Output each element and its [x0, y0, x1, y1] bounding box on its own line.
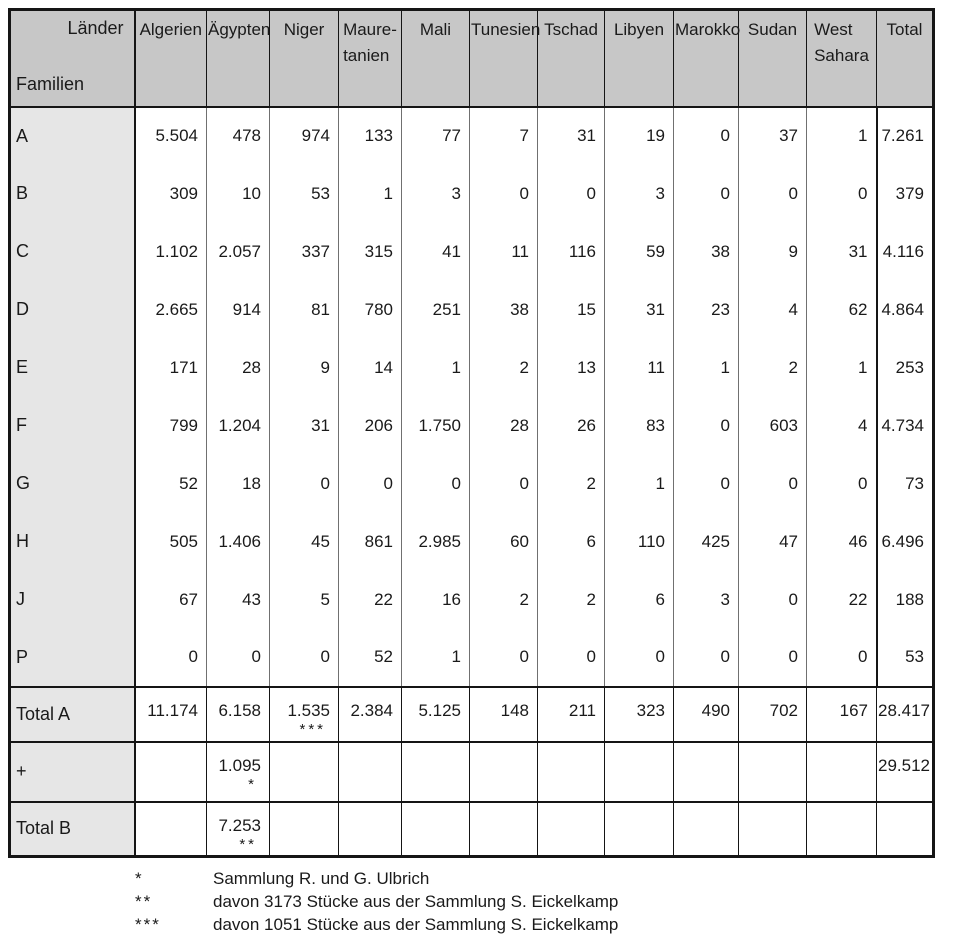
row-total-cell: 53	[877, 629, 934, 687]
row-total-cell: 73	[877, 455, 934, 513]
column-header-total	[877, 10, 934, 107]
data-cell: 18	[207, 455, 270, 513]
data-cell: 337	[270, 223, 339, 281]
table-row-j	[10, 571, 934, 629]
footnote-marker: **	[135, 891, 153, 911]
footnote-text: davon 3173 Stücke aus der Sammlung S. Eickelkamp	[213, 891, 619, 911]
data-cell: 309	[135, 165, 207, 223]
column-header-west-sahara	[807, 10, 877, 107]
row-total-cell: 4.116	[877, 223, 934, 281]
data-cell: 1.102	[135, 223, 207, 281]
data-cell: 52	[135, 455, 207, 513]
table-row-g	[10, 455, 934, 513]
cell-value: 5.125	[418, 700, 461, 720]
data-cell	[270, 687, 339, 742]
data-cell: 478	[207, 107, 270, 165]
row-total-cell: 4.734	[877, 397, 934, 455]
row-total-cell: 253	[877, 339, 934, 397]
column-header-label: Tunesien	[471, 20, 541, 39]
data-cell	[339, 687, 402, 742]
data-cell	[807, 742, 877, 802]
row-total-cell	[877, 802, 934, 857]
data-cell: 133	[339, 107, 402, 165]
data-cell: 31	[605, 281, 674, 339]
families-by-country-table	[8, 8, 935, 858]
row-total-cell: 6.496	[877, 513, 934, 571]
data-cell	[807, 687, 877, 742]
data-cell: 26	[538, 397, 605, 455]
cell-value: 6.158	[218, 700, 261, 720]
data-cell: 315	[339, 223, 402, 281]
table-row-c	[10, 223, 934, 281]
row-label: C	[10, 223, 135, 281]
data-cell: 2	[538, 455, 605, 513]
data-cell	[270, 802, 339, 857]
footnote-marker: *	[135, 869, 144, 888]
data-cell: 4	[739, 281, 807, 339]
data-cell: 46	[807, 513, 877, 571]
data-cell: 0	[538, 165, 605, 223]
data-cell: 0	[674, 455, 739, 513]
data-cell	[207, 802, 270, 857]
data-cell: 2	[538, 571, 605, 629]
data-cell: 206	[339, 397, 402, 455]
data-cell: 0	[339, 455, 402, 513]
data-cell: 974	[270, 107, 339, 165]
column-header-tschad	[538, 10, 605, 107]
row-total-cell: 7.261	[877, 107, 934, 165]
data-cell	[207, 742, 270, 802]
data-cell	[135, 802, 207, 857]
data-cell: 15	[538, 281, 605, 339]
column-header-label: Total	[886, 20, 923, 39]
summary-row-label: Total A	[10, 687, 135, 742]
cell-value: 323	[636, 700, 665, 720]
data-cell	[470, 802, 538, 857]
column-header-label: Ägypten	[208, 20, 271, 39]
data-cell: 2.665	[135, 281, 207, 339]
data-cell: 0	[807, 629, 877, 687]
data-cell: 0	[402, 455, 470, 513]
data-cell: 9	[270, 339, 339, 397]
footnote-text: Sammlung R. und G. Ulbrich	[213, 869, 430, 888]
cell-value: 490	[701, 700, 730, 720]
data-cell: 0	[739, 571, 807, 629]
row-label: D	[10, 281, 135, 339]
data-cell: 83	[605, 397, 674, 455]
column-header-gypten	[207, 10, 270, 107]
data-cell: 0	[739, 629, 807, 687]
column-header-label: Mali	[419, 20, 452, 39]
data-cell: 0	[470, 165, 538, 223]
data-cell: 1	[402, 629, 470, 687]
corner-label-laender: Länder	[67, 18, 124, 38]
data-cell: 1.406	[207, 513, 270, 571]
data-cell: 45	[270, 513, 339, 571]
data-cell: 0	[739, 165, 807, 223]
row-label: B	[10, 165, 135, 223]
data-cell: 0	[674, 397, 739, 455]
data-cell: 19	[605, 107, 674, 165]
data-cell: 38	[470, 281, 538, 339]
row-label: H	[10, 513, 135, 571]
summary-row-label: +	[10, 742, 135, 802]
data-cell: 31	[538, 107, 605, 165]
data-cell: 28	[470, 397, 538, 455]
data-cell: 1	[807, 339, 877, 397]
cell-value: 211	[568, 700, 596, 720]
data-cell: 60	[470, 513, 538, 571]
row-label: A	[10, 107, 135, 165]
data-cell: 1	[402, 339, 470, 397]
data-cell: 22	[339, 571, 402, 629]
data-cell: 11	[605, 339, 674, 397]
data-cell	[339, 742, 402, 802]
data-cell	[207, 687, 270, 742]
summary-row-label: Total B	[10, 802, 135, 857]
data-cell: 11	[470, 223, 538, 281]
footnote-marker-in-cell: ***	[299, 720, 326, 738]
data-cell: 799	[135, 397, 207, 455]
data-cell	[739, 802, 807, 857]
data-cell: 0	[270, 455, 339, 513]
data-cell: 0	[135, 629, 207, 687]
data-cell: 603	[739, 397, 807, 455]
footnote-row	[135, 914, 960, 937]
data-cell: 10	[207, 165, 270, 223]
data-cell: 37	[739, 107, 807, 165]
data-cell	[402, 687, 470, 742]
footnote-marker-in-cell: *	[248, 775, 257, 793]
row-total-cell: 4.864	[877, 281, 934, 339]
data-cell: 5.504	[135, 107, 207, 165]
row-label: F	[10, 397, 135, 455]
data-cell: 6	[605, 571, 674, 629]
data-cell: 780	[339, 281, 402, 339]
footnote-row	[135, 868, 960, 891]
data-cell: 13	[538, 339, 605, 397]
column-header-label: Marokko	[675, 20, 741, 39]
data-cell: 53	[270, 165, 339, 223]
cell-value: 7.253	[218, 815, 261, 835]
column-header-mali	[402, 10, 470, 107]
column-header-niger	[270, 10, 339, 107]
data-cell	[739, 687, 807, 742]
row-label: E	[10, 339, 135, 397]
data-cell: 16	[402, 571, 470, 629]
data-cell: 0	[674, 629, 739, 687]
data-cell: 77	[402, 107, 470, 165]
table-row-f	[10, 397, 934, 455]
footnotes	[135, 868, 960, 937]
data-cell	[674, 742, 739, 802]
data-cell	[538, 687, 605, 742]
cell-value: 2.384	[350, 700, 393, 720]
column-header-label: Libyen	[613, 20, 665, 39]
column-header-label: Niger	[283, 20, 325, 39]
data-cell	[605, 687, 674, 742]
data-cell: 5	[270, 571, 339, 629]
summary-row-	[10, 742, 934, 802]
data-cell: 0	[807, 165, 877, 223]
corner-label-familien: Familien	[16, 73, 85, 94]
data-cell: 1.204	[207, 397, 270, 455]
data-cell: 861	[339, 513, 402, 571]
row-total-cell: 379	[877, 165, 934, 223]
data-cell: 1.750	[402, 397, 470, 455]
data-cell: 0	[674, 107, 739, 165]
data-cell: 1	[339, 165, 402, 223]
footnote-row	[135, 891, 960, 914]
cell-value: 11.174	[147, 700, 198, 720]
data-cell	[135, 687, 207, 742]
data-cell: 2	[739, 339, 807, 397]
column-header-tunesien	[470, 10, 541, 107]
table-row-d	[10, 281, 934, 339]
column-header-label: Maure- tanien	[343, 20, 397, 65]
data-cell: 52	[339, 629, 402, 687]
data-cell: 59	[605, 223, 674, 281]
column-header-maure--tanien	[339, 10, 402, 107]
data-cell: 23	[674, 281, 739, 339]
column-header-sudan	[739, 10, 807, 107]
table-row-a	[10, 107, 934, 165]
data-cell	[538, 742, 605, 802]
data-cell	[270, 742, 339, 802]
data-cell	[402, 742, 470, 802]
data-cell: 7	[470, 107, 538, 165]
data-cell: 116	[538, 223, 605, 281]
data-cell	[135, 742, 207, 802]
row-total-cell: 188	[877, 571, 934, 629]
data-cell	[739, 742, 807, 802]
cell-value: 1.095	[218, 755, 261, 775]
row-label: G	[10, 455, 135, 513]
data-cell	[674, 687, 739, 742]
data-cell: 110	[605, 513, 674, 571]
data-cell: 1	[605, 455, 674, 513]
data-cell: 47	[739, 513, 807, 571]
data-cell: 22	[807, 571, 877, 629]
data-cell: 0	[739, 455, 807, 513]
data-cell	[339, 802, 402, 857]
data-cell: 0	[807, 455, 877, 513]
summary-row-total-a	[10, 687, 934, 742]
table-row-p	[10, 629, 934, 687]
data-cell: 41	[402, 223, 470, 281]
data-cell: 62	[807, 281, 877, 339]
data-cell: 0	[470, 455, 538, 513]
corner-cell	[10, 10, 135, 107]
data-cell: 0	[207, 629, 270, 687]
data-cell: 81	[270, 281, 339, 339]
table-row-h	[10, 513, 934, 571]
data-cell	[605, 742, 674, 802]
column-header-marokko	[674, 10, 739, 107]
column-header-label: Sudan	[747, 20, 798, 39]
data-cell: 914	[207, 281, 270, 339]
data-cell: 0	[605, 629, 674, 687]
data-cell: 6	[538, 513, 605, 571]
data-cell	[674, 802, 739, 857]
row-label: J	[10, 571, 135, 629]
table-row-b	[10, 165, 934, 223]
data-cell: 3	[605, 165, 674, 223]
data-cell: 2.057	[207, 223, 270, 281]
row-label: P	[10, 629, 135, 687]
data-cell: 43	[207, 571, 270, 629]
data-cell: 67	[135, 571, 207, 629]
cell-value: 167	[839, 700, 868, 720]
data-cell: 14	[339, 339, 402, 397]
footnote-marker-in-cell: **	[239, 835, 257, 853]
data-cell	[538, 802, 605, 857]
data-cell: 1	[674, 339, 739, 397]
data-cell: 4	[807, 397, 877, 455]
page	[0, 8, 960, 937]
summary-row-total-b	[10, 802, 934, 857]
data-cell	[402, 802, 470, 857]
table-row-e	[10, 339, 934, 397]
data-cell: 0	[674, 165, 739, 223]
data-cell: 3	[674, 571, 739, 629]
column-header-label: Tschad	[544, 20, 598, 39]
data-cell: 425	[674, 513, 739, 571]
column-header-libyen	[605, 10, 674, 107]
data-cell	[470, 742, 538, 802]
data-cell: 2	[470, 339, 538, 397]
data-cell: 31	[270, 397, 339, 455]
data-cell: 2	[470, 571, 538, 629]
row-total-cell: 29.512	[877, 742, 934, 802]
data-cell	[807, 802, 877, 857]
data-cell: 0	[538, 629, 605, 687]
row-total-cell: 28.417	[877, 687, 934, 742]
column-header-label: Algerien	[139, 20, 202, 39]
cell-value: 148	[500, 700, 529, 720]
data-cell: 171	[135, 339, 207, 397]
column-header-label: West Sahara	[814, 20, 869, 65]
data-cell: 251	[402, 281, 470, 339]
header-row	[10, 10, 934, 107]
data-cell	[605, 802, 674, 857]
cell-value: 702	[769, 700, 798, 720]
data-cell: 1	[807, 107, 877, 165]
data-cell: 3	[402, 165, 470, 223]
data-cell: 31	[807, 223, 877, 281]
data-cell: 505	[135, 513, 207, 571]
data-cell: 9	[739, 223, 807, 281]
footnote-text: davon 1051 Stücke aus der Sammlung S. Eickelkamp	[213, 914, 619, 934]
data-cell: 0	[270, 629, 339, 687]
footnote-marker: ***	[135, 914, 161, 934]
data-cell: 38	[674, 223, 739, 281]
data-cell: 2.985	[402, 513, 470, 571]
data-cell: 28	[207, 339, 270, 397]
cell-value: 1.535	[287, 700, 330, 720]
column-header-algerien	[135, 10, 207, 107]
data-cell: 0	[470, 629, 538, 687]
data-cell	[470, 687, 538, 742]
